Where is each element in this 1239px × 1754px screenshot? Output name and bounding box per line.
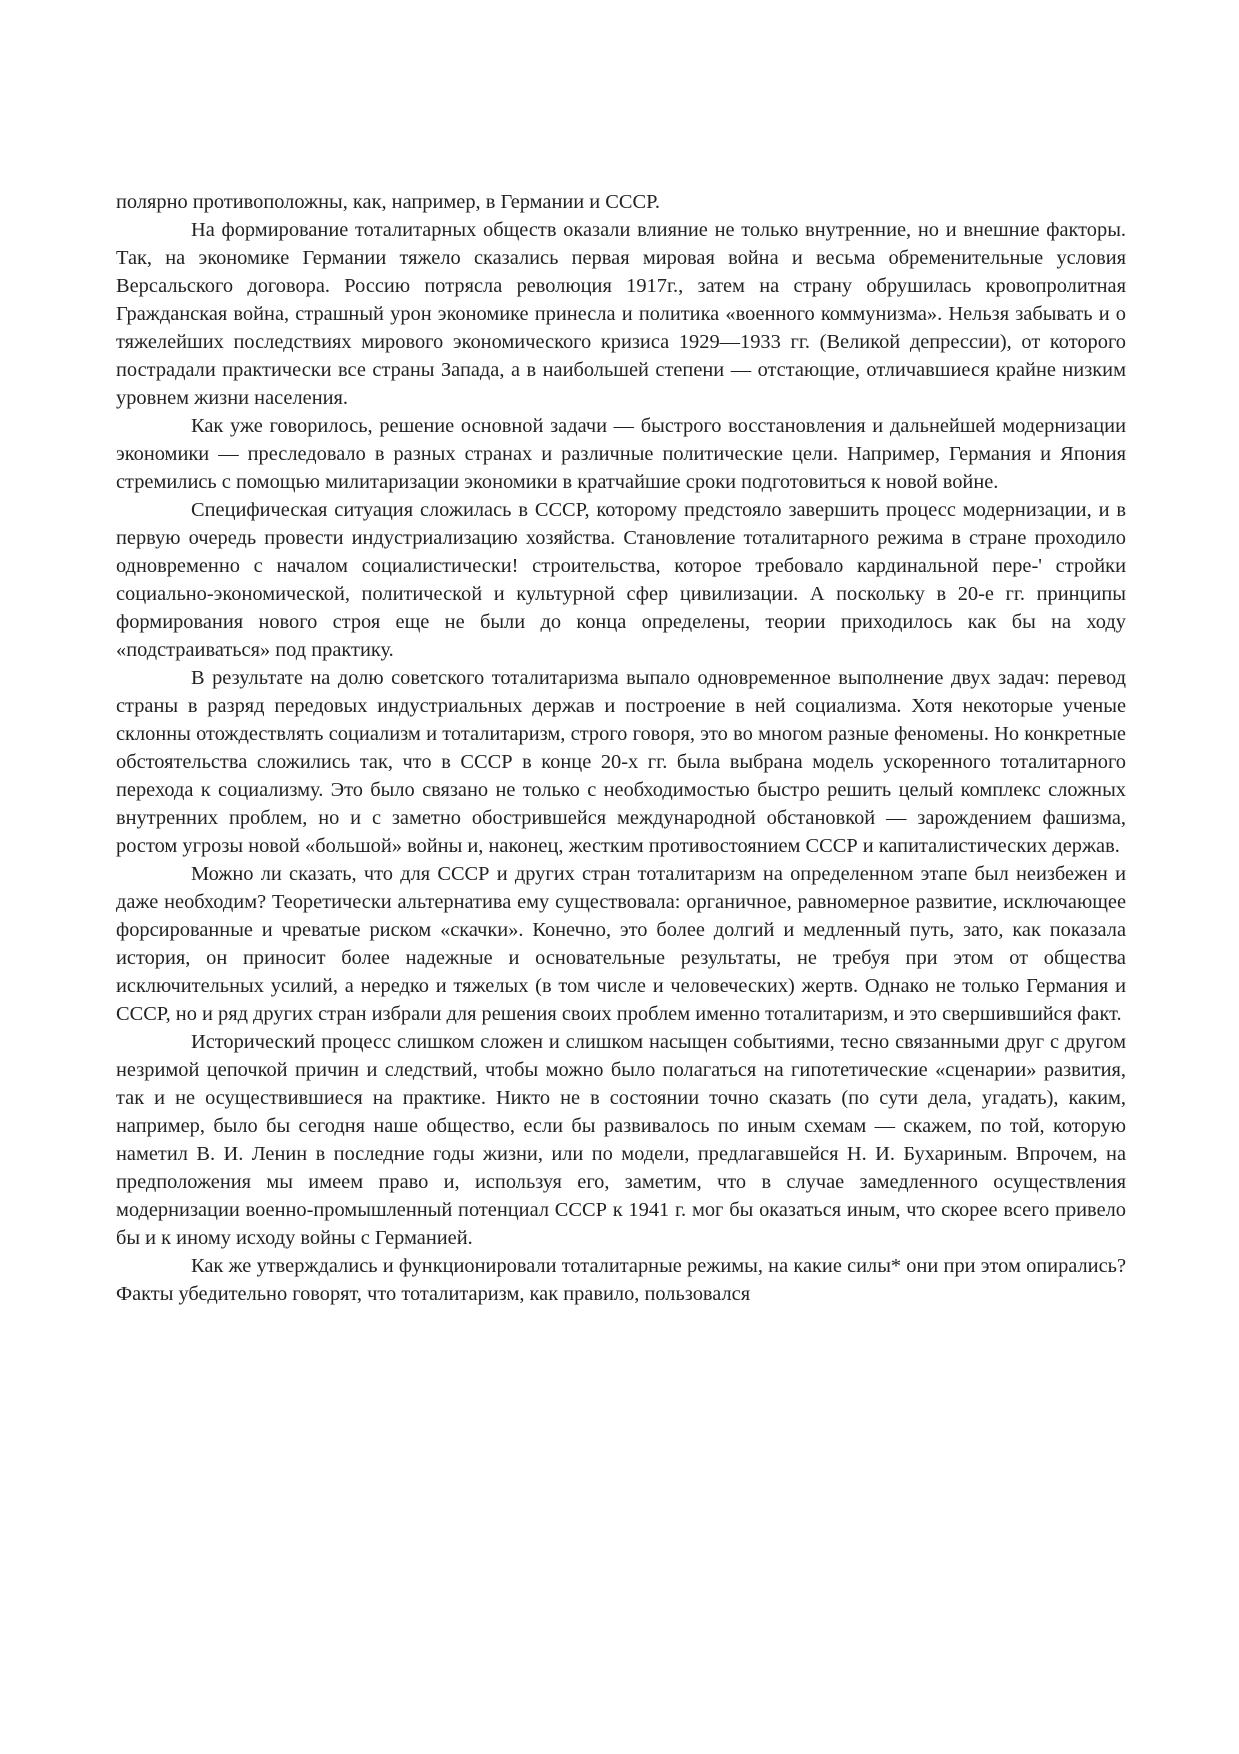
- paragraph-4: Специфическая ситуация сложилась в СССР, которому предстояло завершить процесс модернизации, и в первую очередь провести индустриализацию хозяйства. Становление тоталитарного режима в стране проходило одновременно с началом социалистически! строительства, которое требовало кардинальной пере-' стройки социально-экономической, политической и культурной сфер цивилизации. А поскольку в 20-е гг. принципы формирования нового строя еще не были до конца определены, теории приходилось как бы на ходу «подстраиваться» под практику.: [116, 499, 1126, 661]
- paragraph-8: Как же утверждались и функционировали тоталитарные режимы, на какие силы* они при этом опирались? Факты убедительно говорят, что тоталитаризм, как правило, пользовался: [116, 1255, 1126, 1305]
- paragraph-1: полярно противоположны, как, например, в Германии и СССР.: [116, 191, 660, 213]
- paragraph-6: Можно ли сказать, что для СССР и других стран тоталитаризм на определенном этапе был неизбежен и даже необходим? Теоретически альтернатива ему существовала: органичное, равномерное развитие, исключающее форсированные и чреватые риском «скачки». Конечно, это более долгий и медленный путь, зато, как показала история, он приносит более надежные и основательные результаты, не требуя при этом от общества исключительных усилий, а нередко и тяжелых (в том числе и человеческих) жертв. Однако не только Германия и СССР, но и ряд других стран избрали для решения своих проблем именно тоталитаризм, и это свершившийся факт.: [116, 863, 1126, 1025]
- document-page: [116, 188, 1126, 1308]
- paragraph-7: Исторический процесс слишком сложен и слишком насыщен событиями, тесно связанными друг с другом незримой цепочкой причин и следствий, чтобы можно было полагаться на гипотетические «сценарии» развития, так и не осуществившиеся на практике. Никто не в состоянии точно сказать (по сути дела, угадать), каким, например, было бы сегодня наше общество, если бы развивалось по иным схемам — скажем, по той, которую наметил В. И. Ленин в последние годы жизни, или по модели, предлагавшейся Н. И. Бухариным. Впрочем, на предположения мы имеем право и, используя его, заметим, что в случае замедленного осуществления модернизации военно-промышленный потенциал СССР к 1941 г. мог бы оказаться иным, что скорее всего привело бы и к иному исходу войны с Германией.: [116, 1031, 1126, 1249]
- paragraph-5: В результате на долю советского тоталитаризма выпало одновременное выполнение двух задач: перевод страны в разряд передовых индустриальных держав и построение в ней социализма. Хотя некоторые ученые склонны отождествлять социализм и тоталитаризм, строго говоря, это во многом разные феномены. Но конкретные обстоятельства сложились так, что в СССР в конце 20-х гг. была выбрана модель ускоренного тоталитарного перехода к социализму. Это было связано не только с необходимостью быстро решить целый комплекс сложных внутренних проблем, но и с заметно обострившейся международной обстановкой — зарождением фашизма, ростом угрозы новой «большой» войны и, наконец, жестким противостоянием СССР и капиталистических держав.: [116, 667, 1126, 857]
- paragraph-3: Как уже говорилось, решение основной задачи — быстрого восстановления и дальнейшей модернизации экономики — преследовало в разных странах и различные политические цели. Например, Германия и Япония стремились с помощью милитаризации экономики в кратчайшие сроки подготовиться к новой войне.: [116, 415, 1126, 493]
- paragraph-2: На формирование тоталитарных обществ оказали влияние не только внутренние, но и внешние факторы. Так, на экономике Германии тяжело сказались первая мировая война и весьма обременительные условия Версальского договора. Россию потрясла революция 1917г., затем на страну обрушилась кровопролитная Гражданская война, страшный урон экономике принесла и политика «военного коммунизма». Нельзя забывать и о тяжелейших последствиях мирового экономического кризиса 1929—1933 гг. (Великой депрессии), от которого пострадали практически все страны Запада, а в наибольшей степени — отстающие, отличавшиеся крайне низким уровнем жизни населения.: [116, 219, 1126, 409]
